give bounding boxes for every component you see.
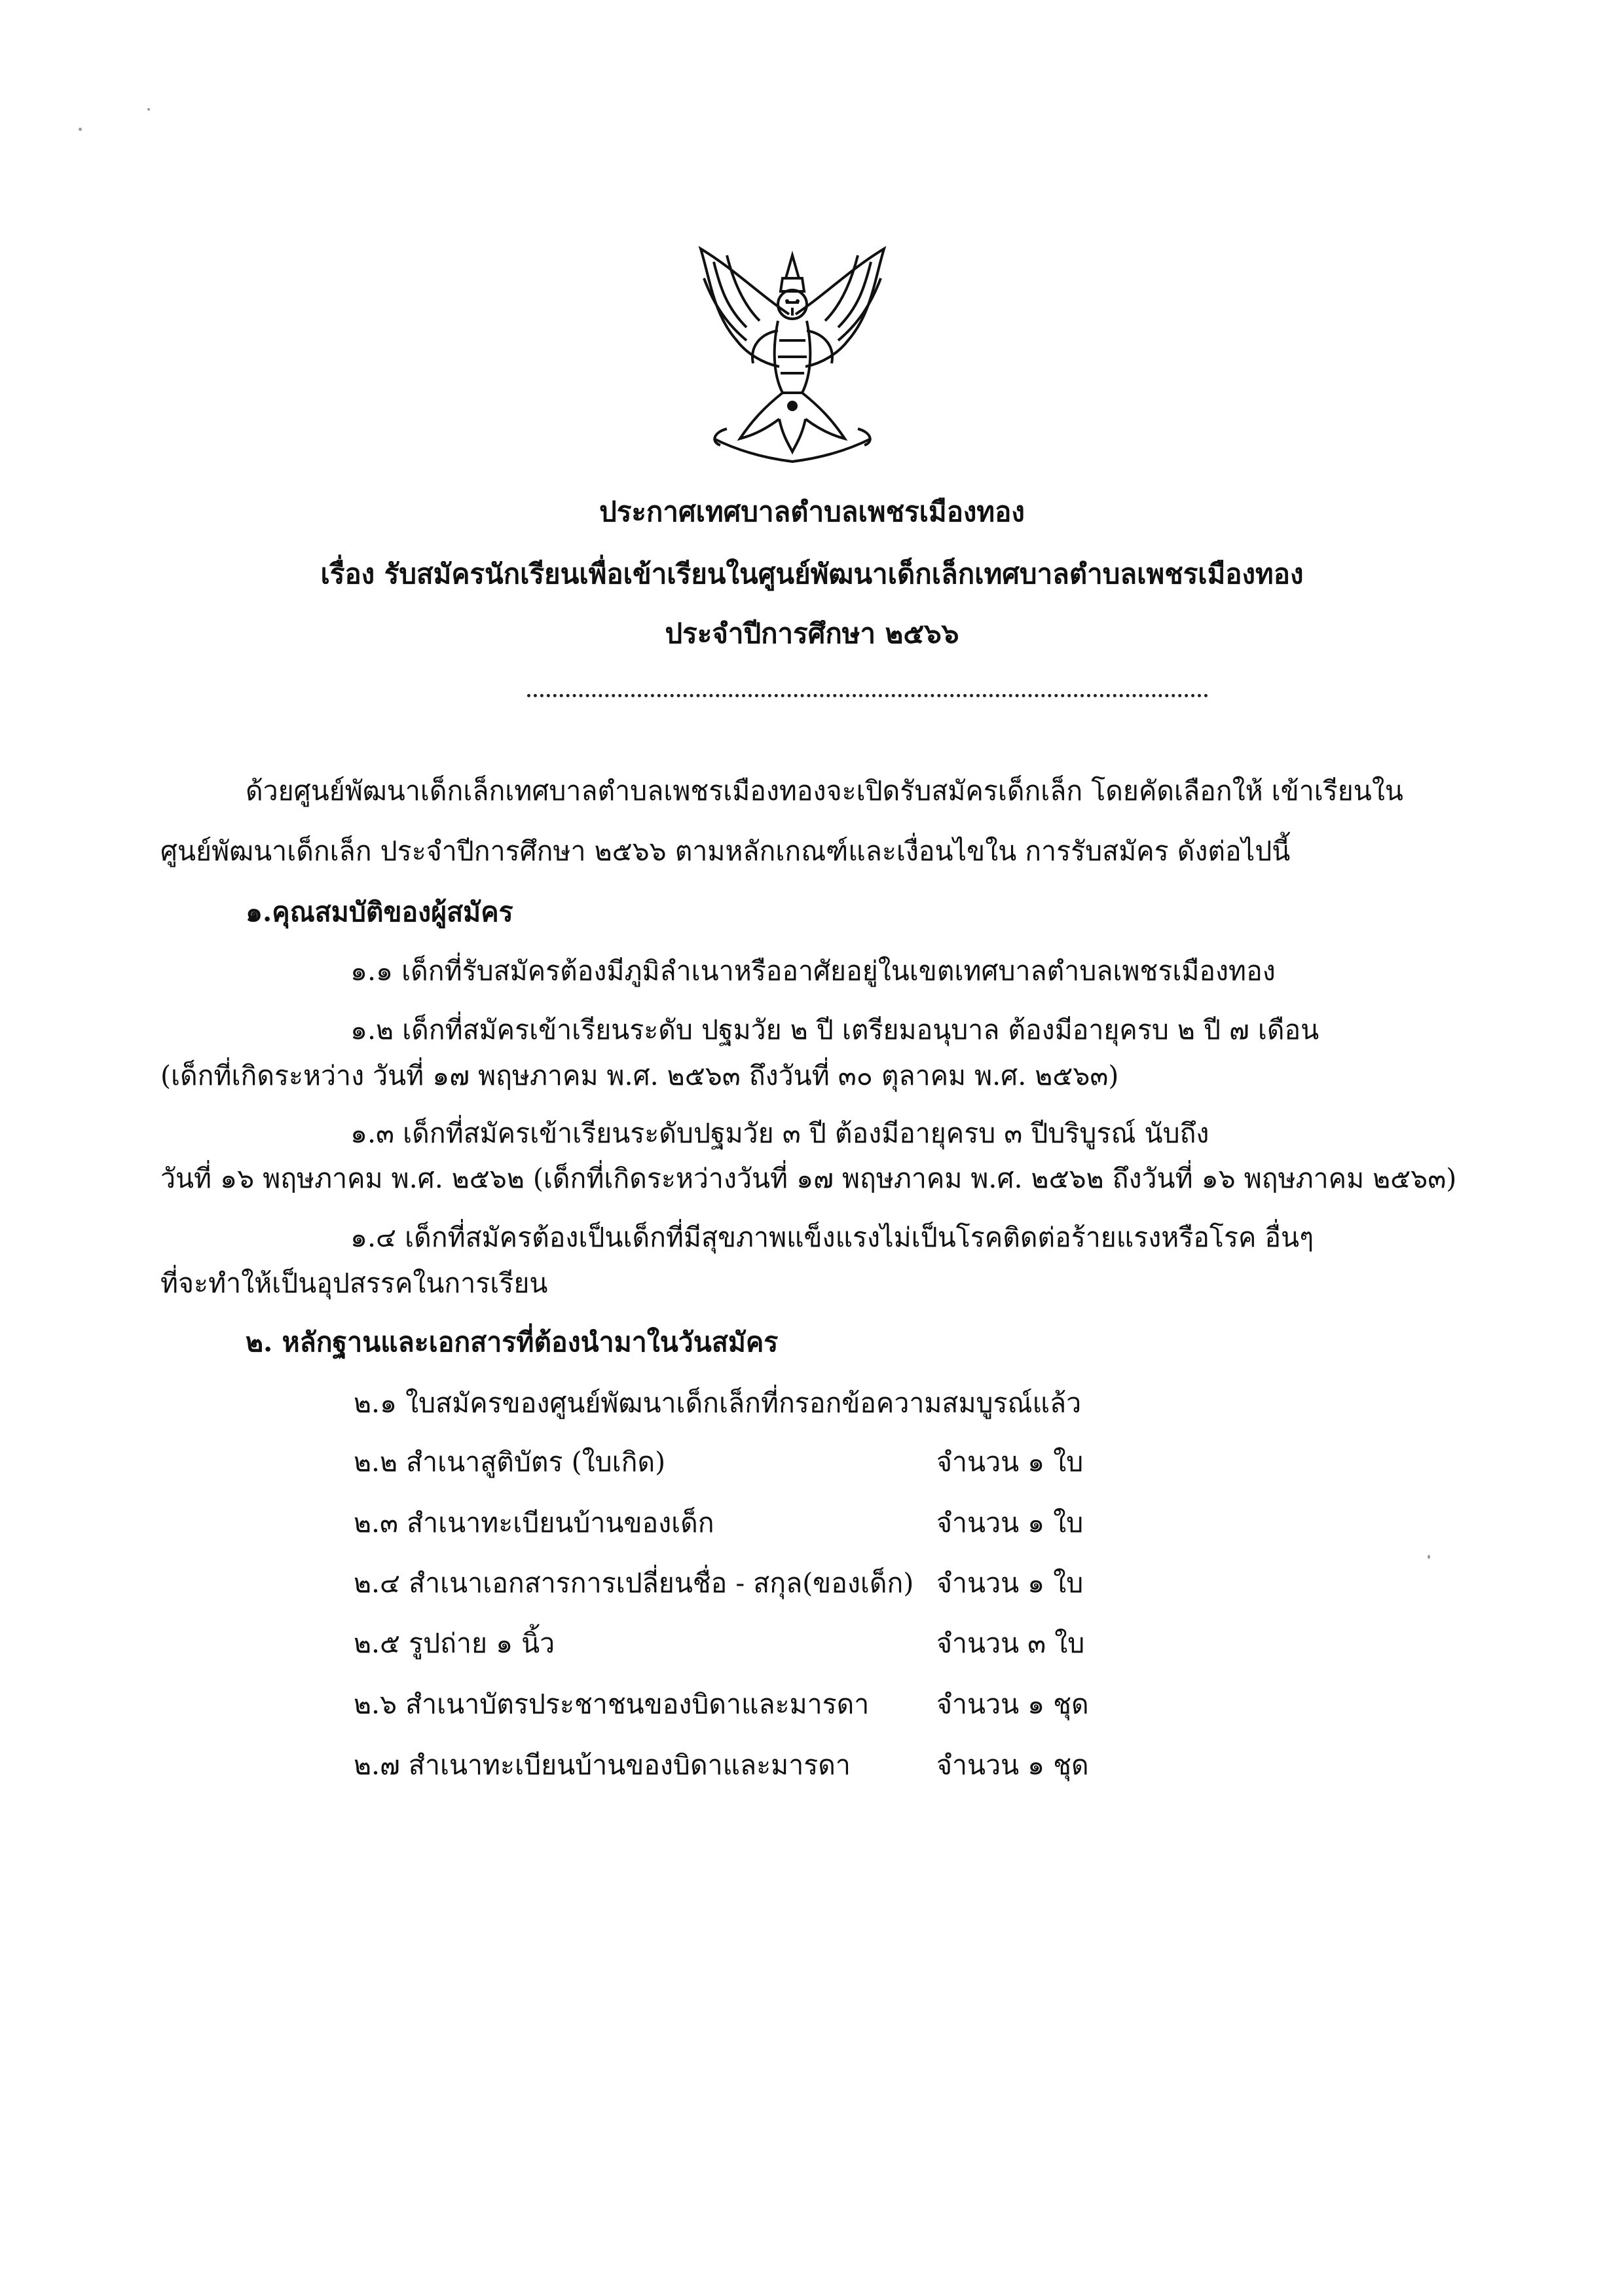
- document-name: ๒.๒ สำเนาสูติบัตร (ใบเกิด): [354, 1446, 666, 1478]
- document-count: จำนวน ๓ ใบ: [936, 1628, 1085, 1659]
- document-row: [354, 1504, 1139, 1541]
- document-row: [354, 1625, 1139, 1662]
- section-2-item-1: ๒.๑ ใบสมัครของศูนย์พัฒนาเด็กเล็กที่กรอกข้อความสมบูรณ์แล้ว: [354, 1387, 1082, 1419]
- document-name: ๒.๗ สำเนาทะเบียนบ้านของบิดาและมารดา: [354, 1749, 851, 1781]
- document-count: จำนวน ๑ ใบ: [936, 1507, 1084, 1539]
- scan-speck: [79, 128, 82, 131]
- document-name: ๒.๔ สำเนาเอกสารการเปลี่ยนชื่อ - สกุล(ของเด็ก): [354, 1567, 914, 1599]
- section-1-item-2-line-1: ๑.๒ เด็กที่สมัครเข้าเรียนระดับ ปฐมวัย ๒ ปี เตรียมอนุบาล ต้องมีอายุครบ ๒ ปี ๗ เดือน: [350, 1014, 1320, 1046]
- section-2-title: ๒. หลักฐานและเอกสารที่ต้องนำมาในวันสมัคร: [246, 1326, 779, 1358]
- section-1-item-4-line-2: ที่จะทำให้เป็นอุปสรรคในการเรียน: [160, 1267, 548, 1299]
- document-row: [354, 1444, 1139, 1480]
- intro-line-2: ศูนย์พัฒนาเด็กเล็ก ประจำปีการศึกษา ๒๕๖๖ ตามหลักเกณฑ์และเงื่อนไขใน การรับสมัคร ดังต่อไปนี้: [160, 835, 1291, 867]
- announcement-year: ประจำปีการศึกษา ๒๕๖๖: [665, 617, 959, 649]
- section-1-item-1: ๑.๑ เด็กที่รับสมัครต้องมีภูมิลำเนาหรืออาศัยอยู่ในเขตเทศบาลตำบลเพชรเมืองทอง: [350, 955, 1276, 987]
- intro-line-1: ด้วยศูนย์พัฒนาเด็กเล็กเทศบาลตำบลเพชรเมืองทองจะเปิดรับสมัครเด็กเล็ก โดยคัดเลือกให้ เข้าเรียนใน: [246, 775, 1403, 807]
- section-1-item-4-line-1: ๑.๔ เด็กที่สมัครต้องเป็นเด็กที่มีสุขภาพแข็งแรงไม่เป็นโรคติดต่อร้ายแรงหรือโรค อื่นๆ: [350, 1222, 1314, 1253]
- announcement-subject: เรื่อง รับสมัครนักเรียนเพื่อเข้าเรียนในศูนย์พัฒนาเด็กเล็กเทศบาลตำบลเพชรเมืองทอง: [320, 558, 1304, 590]
- document-name: ๒.๖ สำเนาบัตรประชาชนของบิดาและมารดา: [354, 1688, 870, 1720]
- document-row: [354, 1565, 1139, 1601]
- dotted-divider: [527, 694, 1208, 697]
- section-1-title: ๑.คุณสมบัติของผู้สมัคร: [246, 896, 513, 928]
- section-1-item-3-line-2: วันที่ ๑๖ พฤษภาคม พ.ศ. ๒๕๖๒ (เด็กที่เกิดระหว่างวันที่ ๑๗ พฤษภาคม พ.ศ. ๒๕๖๒ ถึงวันที่ ๑๖ พฤษภาคม ๒๕๖๓): [160, 1163, 1457, 1194]
- document-row: [354, 1686, 1139, 1722]
- document-count: จำนวน ๑ ใบ: [936, 1446, 1084, 1478]
- document-count: จำนวน ๑ ชุด: [936, 1749, 1089, 1781]
- section-1-item-2-line-2: (เด็กที่เกิดระหว่าง วันที่ ๑๗ พฤษภาคม พ.ศ. ๒๕๖๓ ถึงวันที่ ๓๐ ตุลาคม พ.ศ. ๒๕๖๓): [160, 1060, 1119, 1091]
- document-count: จำนวน ๑ ชุด: [936, 1688, 1089, 1720]
- announcement-title: ประกาศเทศบาลตำบลเพชรเมืองทอง: [599, 496, 1025, 528]
- scan-speck: [1428, 1555, 1430, 1559]
- document-name: ๒.๕ รูปถ่าย ๑ นิ้ว: [354, 1628, 555, 1659]
- document-name: ๒.๓ สำเนาทะเบียนบ้านของเด็ก: [354, 1507, 714, 1539]
- scan-speck: [147, 108, 150, 111]
- section-1-item-3-line-1: ๑.๓ เด็กที่สมัครเข้าเรียนระดับปฐมวัย ๓ ปี ต้องมีอายุครบ ๓ ปีบริบูรณ์ นับถึง: [350, 1118, 1209, 1149]
- document-row: [354, 1747, 1139, 1783]
- garuda-emblem-icon: [674, 242, 910, 465]
- document-count: จำนวน ๑ ใบ: [936, 1567, 1084, 1599]
